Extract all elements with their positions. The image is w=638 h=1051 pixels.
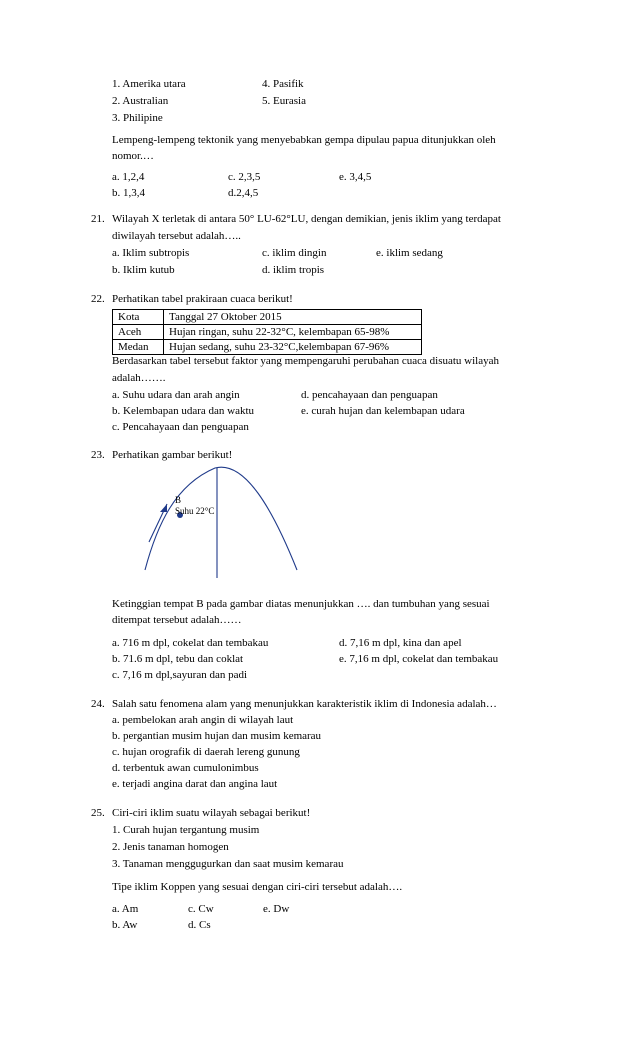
question-text: Ketinggian tempat B pada gambar diatas menunjukkan …. dan tumbuhan yang sesuai xyxy=(112,598,490,610)
option-e: e. 3,4,5 xyxy=(339,171,372,183)
table-cell: Kota xyxy=(113,310,164,325)
weather-table xyxy=(112,309,422,355)
question-text: nomor.… xyxy=(112,150,154,162)
option-b: b. 1,3,4 xyxy=(112,187,145,199)
question-text: Berdasarkan tabel tersebut faktor yang mempengaruhi perubahan cuaca disuatu wilayah xyxy=(112,355,499,367)
list-item: 2. Australian xyxy=(112,95,169,107)
list-item: 1. Curah hujan tergantung musim xyxy=(112,824,260,836)
question-text: Lempeng-lempeng tektonik yang menyebabkan gempa dipulau papua ditunjukkan oleh xyxy=(112,134,496,146)
question-number: 24. xyxy=(91,698,105,710)
option-b: b. Kelembapan udara dan waktu xyxy=(112,405,255,417)
list-item: 3. Tanaman menggugurkan dan saat musim kemarau xyxy=(112,858,344,870)
option-d: d. Cs xyxy=(188,919,211,931)
question-text: Salah satu fenomena alam yang menunjukkan karakteristik iklim di Indonesia adalah… xyxy=(112,698,497,710)
table-row xyxy=(113,310,422,325)
option-c: c. Cw xyxy=(188,903,214,915)
option-a: a. pembelokan arah angin di wilayah laut xyxy=(112,714,294,726)
table-cell: Medan xyxy=(113,340,164,355)
table-row xyxy=(113,340,422,355)
question-number: 25. xyxy=(91,807,105,819)
question-text: diwilayah tersebut adalah….. xyxy=(112,230,241,242)
option-d: d. pencahayaan dan penguapan xyxy=(301,389,438,401)
list-item: 1. Amerika utara xyxy=(112,78,186,90)
list-item: 4. Pasifik xyxy=(262,78,304,90)
option-c: c. hujan orografik di daerah lereng gunung xyxy=(112,746,300,758)
mountain-figure xyxy=(105,460,305,580)
option-d: d. iklim tropis xyxy=(262,264,325,276)
option-e: e. terjadi angina darat dan angina laut xyxy=(112,778,278,790)
table-cell: Hujan sedang, suhu 23-32°C,kelembapan 67-96% xyxy=(164,340,422,355)
mountain-slope xyxy=(145,467,297,570)
point-b-label: B xyxy=(175,495,182,505)
option-e: e. curah hujan dan kelembapan udara xyxy=(301,405,465,417)
question-number: 23. xyxy=(91,449,105,461)
list-item: 2. Jenis tanaman homogen xyxy=(112,841,229,853)
option-c: c. iklim dingin xyxy=(262,247,327,259)
option-b: b. Aw xyxy=(112,919,138,931)
question-number: 22. xyxy=(91,293,105,305)
option-c: c. 2,3,5 xyxy=(228,171,261,183)
temperature-label: Suhu 22°C xyxy=(175,506,215,516)
option-c: c. Pencahayaan dan penguapan xyxy=(112,421,249,433)
option-a: a. Suhu udara dan arah angin xyxy=(112,389,240,401)
question-text: adalah……. xyxy=(112,372,166,384)
option-b: b. pergantian musim hujan dan musim kemarau xyxy=(112,730,322,742)
option-e: e. 7,16 m dpl, cokelat dan tembakau xyxy=(339,653,499,665)
question-text: Perhatikan tabel prakiraan cuaca berikut! xyxy=(112,293,293,305)
option-a: a. Iklim subtropis xyxy=(112,247,190,259)
option-a: a. 1,2,4 xyxy=(112,171,145,183)
option-a: a. 716 m dpl, cokelat dan tembakau xyxy=(112,637,269,649)
option-a: a. Am xyxy=(112,903,139,915)
question-text: Wilayah X terletak di antara 50° LU-62°LU, dengan demikian, jenis iklim yang terdapat xyxy=(112,213,501,225)
question-number: 21. xyxy=(91,213,105,225)
table-row xyxy=(113,325,422,340)
question-text: Ciri-ciri iklim suatu wilayah sebagai berikut! xyxy=(112,807,311,819)
list-item: 5. Eurasia xyxy=(262,95,306,107)
option-e: e. iklim sedang xyxy=(376,247,443,259)
arrow-head-icon xyxy=(160,504,167,512)
list-item: 3. Philipine xyxy=(112,112,163,124)
option-d: d. terbentuk awan cumulonimbus xyxy=(112,762,259,774)
option-b: b. 71.6 m dpl, tebu dan coklat xyxy=(112,653,244,665)
question-text: Perhatikan gambar berikut! xyxy=(112,449,233,461)
option-d: d.2,4,5 xyxy=(228,187,259,199)
question-text: ditempat tersebut adalah…… xyxy=(112,614,242,626)
table-cell: Hujan ringan, suhu 22-32°C, kelembapan 65-98% xyxy=(164,325,422,340)
table-cell: Tanggal 27 Oktober 2015 xyxy=(164,310,422,325)
option-e: e. Dw xyxy=(263,903,290,915)
option-b: b. Iklim kutub xyxy=(112,264,175,276)
option-d: d. 7,16 m dpl, kina dan apel xyxy=(339,637,462,649)
question-text: Tipe iklim Koppen yang sesuai dengan ciri-ciri tersebut adalah…. xyxy=(112,881,403,893)
table-cell: Aceh xyxy=(113,325,164,340)
option-c: c. 7,16 m dpl,sayuran dan padi xyxy=(112,669,248,681)
